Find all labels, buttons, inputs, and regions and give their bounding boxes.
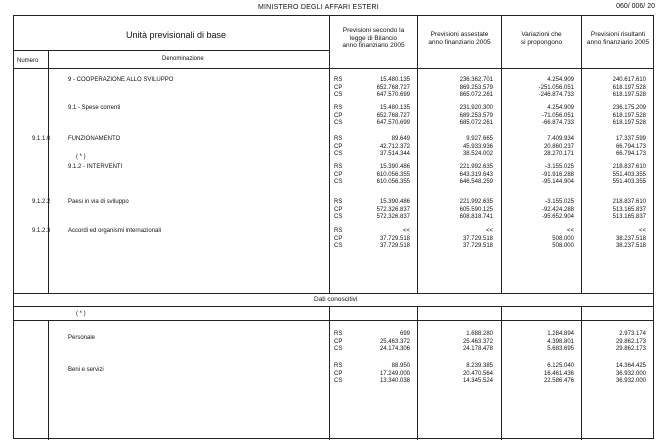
col-header-line: Previsioni secondo la [342, 27, 405, 34]
budget-table [13, 15, 654, 439]
table-cell-value: -92.424.288 [541, 206, 574, 213]
table-title: Unità previsionali di base [126, 30, 227, 40]
table-cell-value: -95.652.904 [541, 214, 574, 220]
table-cell-value: 15.390.486 [379, 164, 410, 170]
divider [14, 320, 653, 321]
divider [48, 320, 49, 440]
ministry-header: MINISTERO DEGLI AFFARI ESTERI [258, 4, 379, 11]
row-denominazione: Personale [68, 335, 96, 341]
table-cell-value: 610.056.355 [376, 179, 410, 185]
divider [14, 293, 653, 294]
table-cell-value: -91.916.288 [541, 171, 574, 178]
table-cell-value: 42.712.372 [379, 143, 410, 150]
table-cell-value: 652.768.727 [376, 84, 410, 91]
col-header-line: anno finanziario 2005 [428, 38, 491, 46]
table-cell-value: 24.178.478 [462, 346, 493, 352]
table-cell-value: 14.345.524 [462, 378, 493, 384]
table-cell-value: 37.729.518 [379, 243, 410, 249]
table-cell-value: 652.768.727 [376, 112, 410, 119]
table-cell-value: 4.398.801 [547, 338, 574, 345]
table-cell-value: 88.950 [391, 363, 410, 369]
table-cell-value: 37.514.344 [379, 151, 410, 157]
table-cell-value: 24.174.306 [379, 346, 410, 352]
table-cell-value: 647.570.699 [376, 120, 410, 126]
table-cell-value: 699 [399, 331, 410, 337]
divider [329, 306, 330, 440]
table-cell-value: 572.326.837 [376, 214, 410, 220]
table-cell-value: 646.548.259 [459, 179, 493, 185]
row-denominazione: FUNZIONAMENTO [68, 136, 121, 142]
table-cell-value: 66.794.173 [615, 143, 646, 150]
table-cell-value: 17.249.000 [379, 370, 410, 377]
table-cell-value: 618.197.528 [612, 92, 646, 98]
table-cell-value: 231.920.300 [459, 105, 493, 111]
col-header-line: legge di Bilancio [349, 34, 398, 42]
table-cell-value: 38.237.518 [615, 235, 646, 242]
divider [329, 16, 330, 293]
table-cell-value: 608.818.741 [459, 214, 493, 220]
table-cell-value: -251.056.051 [538, 84, 574, 91]
divider [581, 306, 582, 440]
row-denominazione: Paesi in via di sviluppo [68, 199, 129, 205]
row-type-tag: CP [334, 370, 343, 377]
section-dati-conoscitivi: Dati conoscitivi [314, 296, 358, 303]
table-cell-value: 618.197.528 [612, 112, 646, 119]
table-cell-value: 513.165.837 [612, 206, 646, 213]
table-cell-value: 13.340.038 [379, 378, 410, 384]
table-cell-value: 221.992.635 [459, 199, 493, 205]
table-cell-value: 17.337.599 [615, 136, 646, 142]
table-cell-value: -3.155.025 [545, 164, 574, 170]
divider [417, 306, 418, 440]
row-type-tag: CS [334, 378, 343, 384]
table-cell-value: 236.362.701 [459, 77, 493, 83]
divider [48, 50, 49, 293]
table-cell-value: 508.000 [552, 243, 574, 249]
table-cell-value: 647.570.699 [376, 92, 410, 98]
table-cell-value: 8.239.385 [466, 363, 493, 369]
table-cell-value: 29.862.173 [615, 346, 646, 352]
star-note: ( * ) [76, 311, 86, 317]
divider [14, 50, 329, 51]
table-cell-value: 551.403.355 [612, 171, 646, 178]
table-cell-value: 610.056.355 [376, 171, 410, 178]
row-type-tag: CS [334, 120, 343, 126]
row-number: 9.1.1.0 [32, 136, 51, 142]
row-type-tag: CP [334, 112, 343, 119]
row-type-tag: RS [334, 331, 343, 337]
row-type-tag: CS [334, 151, 343, 157]
table-cell-value: 37.729.518 [379, 235, 410, 242]
table-cell-value: 28.270.171 [543, 151, 574, 157]
table-cell-value: -66.874.733 [541, 120, 574, 126]
table-cell-value: 38.524.002 [462, 151, 493, 157]
table-cell-value: 605.590.125 [459, 206, 493, 213]
table-cell-value: 20.470.564 [462, 370, 493, 377]
table-cell-value: 45.933.936 [462, 143, 493, 150]
row-type-tag: RS [334, 105, 343, 111]
row-type-tag: CP [334, 84, 343, 91]
table-cell-value: 20.860.237 [543, 143, 574, 150]
row-type-tag: RS [334, 77, 343, 83]
table-cell-value: -71.056.051 [541, 112, 574, 119]
col-header-line: Previsioni risultanti [590, 31, 646, 38]
table-cell-value: 572.326.837 [376, 206, 410, 213]
table-cell-value: 218.837.610 [612, 164, 646, 170]
table-cell-value: 865.072.261 [459, 92, 493, 98]
table-cell-value: 9.927.665 [466, 136, 493, 142]
table-cell-value: 221.992.635 [459, 164, 493, 170]
table-cell-value: 508.000 [552, 235, 574, 242]
row-denominazione: 9.1.2 - INTERVENTI [68, 164, 123, 170]
table-cell-value: 29.862.173 [615, 338, 646, 345]
table-cell-value: 15.480.135 [379, 77, 410, 83]
row-denominazione: Accordi ed organismi internazionali [68, 228, 162, 234]
table-cell-value: 236.175.209 [612, 105, 646, 111]
table-cell-value: 16.461.436 [543, 370, 574, 377]
table-cell-value: 25.463.372 [379, 338, 410, 345]
col-header-variazioni [502, 31, 581, 46]
table-cell-value: 15.480.135 [379, 105, 410, 111]
table-cell-value: 5.683.695 [547, 346, 574, 352]
col-header-risultanti [582, 31, 654, 46]
table-cell-value: 36.932.000 [615, 370, 646, 377]
col-header-line: anno finanziario 2005 [342, 42, 405, 49]
table-cell-value: 1.284.894 [547, 331, 574, 337]
row-type-tag: CP [334, 143, 343, 150]
table-cell-value: 38.237.518 [615, 243, 646, 249]
divider [14, 68, 653, 69]
table-cell-value: -3.155.025 [545, 199, 574, 205]
table-cell-value: 37.729.518 [462, 243, 493, 249]
page-reference: 060/ 006/ 20 [616, 3, 655, 10]
table-cell-value: 37.729.518 [462, 235, 493, 242]
star-note: ( * ) [76, 154, 86, 160]
divider [417, 16, 418, 293]
table-cell-value: 15.390.486 [379, 199, 410, 205]
row-type-tag: CS [334, 92, 343, 98]
table-cell-value: << [566, 228, 574, 234]
table-cell-value: -95.144.904 [541, 179, 574, 185]
divider [14, 306, 653, 307]
table-cell-value: 4.254.909 [547, 77, 574, 83]
row-number: 9.1.2.2 [32, 199, 51, 205]
col-header-line: Variazioni che [521, 31, 562, 38]
table-cell-value: 689.253.579 [459, 112, 493, 119]
row-type-tag: RS [334, 164, 343, 170]
row-type-tag: CP [334, 338, 343, 345]
col-header-line: Previsioni assestate [430, 31, 489, 38]
col-header-denominazione: Denominazione [162, 56, 204, 62]
table-cell-value: 2.973.174 [619, 331, 646, 337]
row-number: 9.1.2.3 [32, 228, 51, 234]
table-cell-value: -246.874.733 [538, 92, 574, 98]
table-cell-value: 513.165.837 [612, 214, 646, 220]
row-type-tag: RS [334, 363, 343, 369]
row-type-tag: CP [334, 235, 343, 242]
row-type-tag: RS [334, 228, 343, 234]
table-cell-value: 25.463.372 [462, 338, 493, 345]
table-cell-value: 4.254.909 [547, 105, 574, 111]
table-cell-value: 685.072.261 [459, 120, 493, 126]
col-header-assestate [418, 31, 501, 46]
row-type-tag: CP [334, 206, 343, 213]
row-denominazione: 9.1 - Spese correnti [68, 105, 121, 111]
table-cell-value: << [638, 228, 646, 234]
table-cell-value: 240.617.610 [612, 77, 646, 83]
table-cell-value: << [402, 228, 410, 234]
row-denominazione: Beni e servizi [68, 367, 104, 373]
col-header-line: si propongono [520, 38, 563, 46]
table-cell-value: 22.586.476 [543, 378, 574, 384]
row-type-tag: CS [334, 179, 343, 185]
table-cell-value: 643.319.643 [459, 171, 493, 178]
table-cell-value: 551.403.355 [612, 179, 646, 185]
row-denominazione: 9 - COOPERAZIONE ALLO SVILUPPO [68, 77, 174, 83]
divider [581, 16, 582, 293]
table-cell-value: 618.197.528 [612, 84, 646, 91]
row-type-tag: CS [334, 214, 343, 220]
row-type-tag: CS [334, 243, 343, 249]
row-type-tag: CS [334, 346, 343, 352]
col-header-line: anno finanziario 2005 [586, 38, 650, 46]
row-type-tag: RS [334, 199, 343, 205]
row-type-tag: RS [334, 136, 343, 142]
table-cell-value: 36.932.000 [615, 378, 646, 384]
table-cell-value: 618.197.528 [612, 120, 646, 126]
table-cell-value: << [485, 228, 493, 234]
col-header-legge-bilancio [330, 27, 417, 50]
table-cell-value: 6.125.040 [547, 363, 574, 369]
table-cell-value: 869.253.579 [459, 84, 493, 91]
col-header-numero: Numero [17, 58, 39, 64]
row-type-tag: CP [334, 171, 343, 178]
divider [501, 306, 502, 440]
table-cell-value: 218.837.610 [612, 199, 646, 205]
divider [501, 16, 502, 293]
table-cell-value: 7.409.934 [547, 136, 574, 142]
table-cell-value: 14.364.425 [615, 363, 646, 369]
table-cell-value: 89.649 [391, 136, 410, 142]
table-cell-value: 1.688.280 [466, 331, 493, 337]
table-cell-value: 66.794.173 [615, 151, 646, 157]
